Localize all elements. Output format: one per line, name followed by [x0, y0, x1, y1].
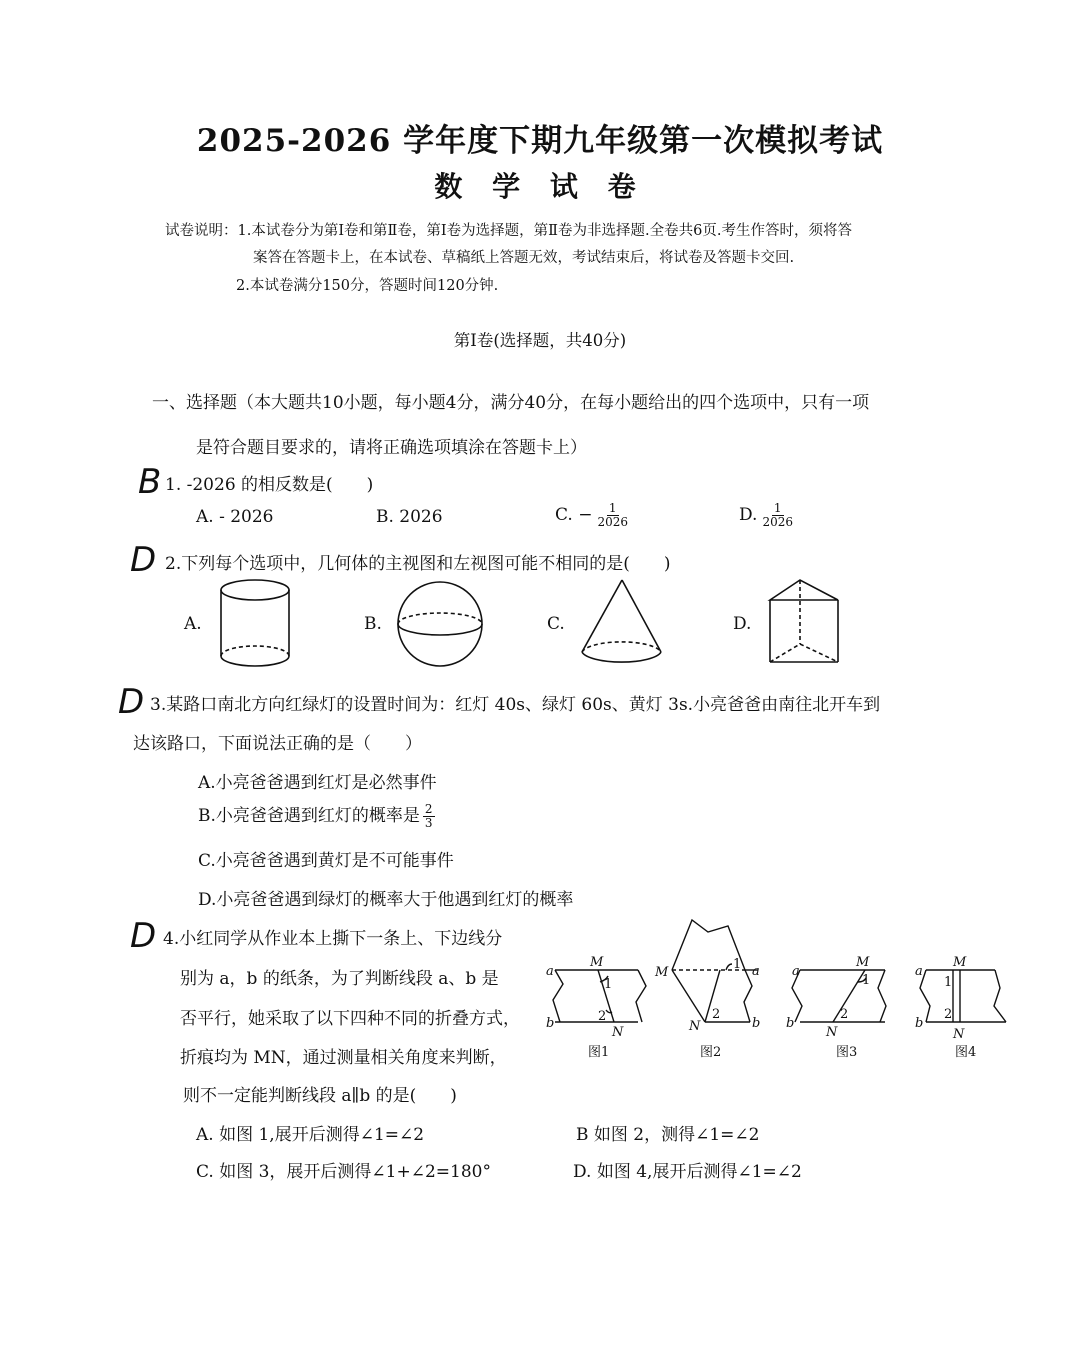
question-4-line-2: 别为 a，b 的纸条，为了判断线段 a、b 是 — [180, 969, 499, 989]
question-3-stem-1: 3.某路口南北方向红绿灯的设置时间为：红灯 40s、绿灯 60s、黄灯 3s.小亮爸爸由南往北开车到 — [150, 695, 881, 715]
figure-caption-4: 图4 — [955, 1045, 977, 1060]
question-2-label-b: B. — [364, 614, 382, 634]
fig2-label-m: M — [655, 965, 669, 980]
instructions-line-1: 试卷说明：1.本试卷分为第Ⅰ卷和第Ⅱ卷，第Ⅰ卷为选择题，第Ⅱ卷为非选择题.全卷共6页.考生作答时，须将答 — [165, 223, 852, 239]
fig2-label-n: N — [689, 1019, 701, 1034]
question-4-option-c: C. 如图 3，展开后测得∠1+∠2=180° — [196, 1162, 491, 1182]
instructions-line-2: 案答在答题卡上，在本试卷、草稿纸上答题无效，考试结束后，将试卷及答题卡交回. — [253, 250, 795, 266]
question-3-option-b-text: B.小亮爸爸遇到红灯的概率是 — [198, 806, 420, 826]
handwritten-answer-q3: D — [118, 682, 145, 722]
handwritten-answer-q1: B — [138, 462, 162, 502]
fig1-label-a: a — [546, 964, 554, 979]
handwritten-answer-q2: D — [130, 540, 157, 580]
fig1-label-1: 1 — [604, 977, 613, 992]
fig3-label-m: M — [856, 955, 870, 970]
exam-subtitle: 数 学 试 卷 — [434, 170, 646, 203]
fig1-label-n: N — [612, 1025, 624, 1040]
question-1-option-c-prefix: C. − — [555, 505, 593, 525]
fraction-numerator: 1 — [773, 501, 782, 515]
question-1-option-d-prefix: D. — [739, 505, 758, 525]
exam-title: 2025-2026 学年度下期九年级第一次模拟考试 — [196, 123, 884, 159]
question-1-option-c — [555, 502, 630, 529]
fig3-label-n: N — [826, 1025, 838, 1040]
question-4-figures — [0, 910, 1080, 1070]
question-2-figures — [0, 570, 1080, 680]
fig1-label-m: M — [590, 955, 604, 970]
question-3-stem-2: 达该路口，下面说法正确的是（ ） — [133, 734, 422, 754]
question-1-stem: 1. -2026 的相反数是( ) — [165, 475, 374, 495]
question-1-option-a: A. - 2026 — [196, 507, 274, 527]
fraction-denominator: 2026 — [762, 515, 793, 529]
fraction-numerator: 2 — [424, 802, 433, 816]
figure-caption-3: 图3 — [836, 1045, 858, 1060]
fig2-label-b: b — [752, 1016, 761, 1031]
fig4-label-m: M — [953, 955, 967, 970]
fig4-label-1: 1 — [944, 975, 953, 990]
section-title: 第Ⅰ卷(选择题，共40分) — [453, 331, 627, 350]
handwritten-answer-q4: D — [130, 916, 157, 956]
question-3-option-b-fraction — [423, 803, 435, 830]
question-4-line-4: 折痕均为 MN，通过测量相关角度来判断， — [180, 1048, 507, 1068]
fig3-label-2: 2 — [840, 1007, 849, 1022]
fig2-label-a: a — [752, 964, 760, 979]
question-2-label-c: C. — [547, 614, 565, 634]
cylinder-figure — [221, 580, 289, 666]
question-4-option-d: D. 如图 4,展开后测得∠1=∠2 — [573, 1162, 802, 1182]
fraction-numerator: 1 — [608, 501, 617, 515]
figure-caption-2: 图2 — [700, 1045, 722, 1060]
fig4-label-2: 2 — [944, 1007, 953, 1022]
triangular-prism-figure — [770, 580, 838, 662]
fig2-label-1: 1 — [733, 957, 742, 972]
fig1-label-2: 2 — [598, 1009, 607, 1024]
section-instruction-1: 一、选择题（本大题共10小题，每小题4分，满分40分，在每小题给出的四个选项中，只有一项 — [152, 393, 870, 413]
question-2-stem: 2.下列每个选项中，几何体的主视图和左视图可能不相同的是( ) — [165, 554, 671, 574]
question-4-line-1: 4.小红同学从作业本上撕下一条上、下边线分 — [163, 929, 503, 949]
fig4-label-b: b — [915, 1016, 924, 1031]
question-3-option-a: A.小亮爸爸遇到红灯是必然事件 — [198, 773, 437, 793]
question-1-option-d-fraction — [760, 502, 795, 529]
question-1-option-b: B. 2026 — [376, 507, 443, 527]
fig4-label-a: a — [915, 964, 923, 979]
question-3-option-c: C.小亮爸爸遇到黄灯是不可能事件 — [198, 851, 454, 871]
fold-figure-3 — [792, 970, 886, 1022]
instructions-line-3: 2.本试卷满分150分，答题时间120分钟. — [236, 278, 499, 294]
question-4-line-3: 否平行，她采取了以下四种不同的折叠方式， — [180, 1009, 520, 1029]
fig3-label-1: 1 — [862, 973, 871, 988]
question-3-option-b — [198, 801, 435, 830]
fold-figure-4 — [920, 970, 1006, 1022]
question-4-line-5: 则不一定能判断线段 a∥b 的是( ) — [183, 1086, 457, 1106]
fraction-denominator: 3 — [424, 816, 433, 830]
question-2-label-a: A. — [184, 614, 202, 634]
section-instruction-2: 是符合题目要求的，请将正确选项填涂在答题卡上） — [196, 438, 587, 458]
fig4-label-n: N — [953, 1027, 965, 1042]
fig2-label-2: 2 — [712, 1007, 721, 1022]
fig3-label-b: b — [786, 1016, 795, 1031]
question-1-option-d — [739, 502, 795, 529]
question-4-option-a: A. 如图 1,展开后测得∠1=∠2 — [196, 1125, 425, 1145]
question-4-option-b: B 如图 2，测得∠1=∠2 — [576, 1125, 760, 1145]
fig3-label-a: a — [792, 964, 800, 979]
question-2-label-d: D. — [733, 614, 752, 634]
fraction-denominator: 2026 — [597, 515, 628, 529]
question-1-option-c-fraction — [595, 502, 630, 529]
cone-figure — [582, 580, 661, 662]
fig1-label-b: b — [546, 1016, 555, 1031]
figure-caption-1: 图1 — [588, 1045, 610, 1060]
question-3-option-d: D.小亮爸爸遇到绿灯的概率大于他遇到红灯的概率 — [198, 890, 574, 910]
sphere-figure — [398, 582, 482, 666]
